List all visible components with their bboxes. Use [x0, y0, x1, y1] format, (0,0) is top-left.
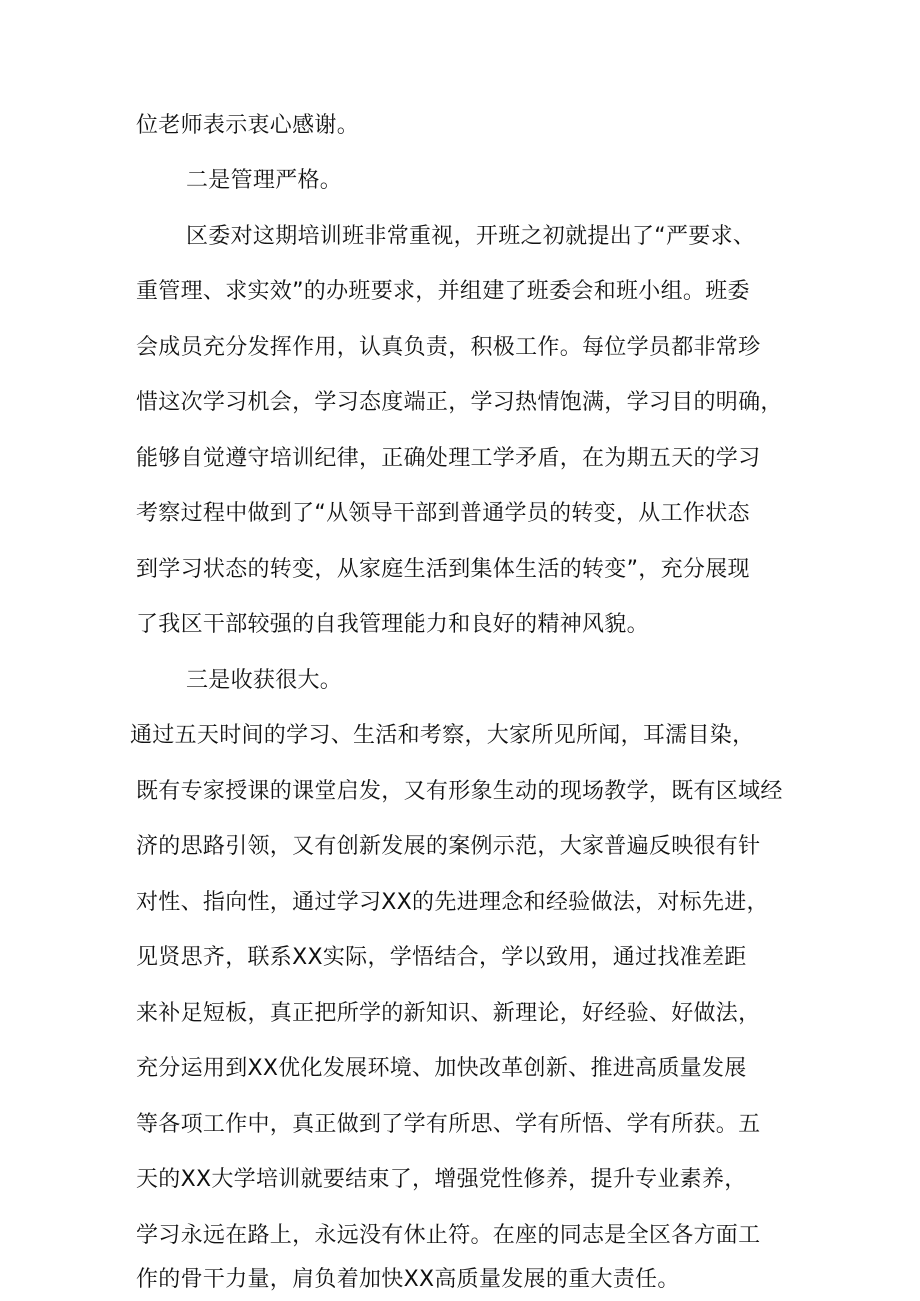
text-line: 来补足短板，真正把所学的新知识、新理论，好经验、好做法，	[136, 1001, 761, 1026]
text-line: 既有专家授课的课堂启发，又有形象生动的现场教学，既有区域经	[136, 779, 783, 804]
text-line: 会成员充分发挥作用，认真负责，积极工作。每位学员都非常珍	[136, 335, 761, 360]
text-line: 到学习状态的转变，从家庭生活到集体生活的转变”，充分展现	[136, 557, 750, 582]
text-line: 见贤思齐，联系XX实际，学悟结合，学以致用，通过找准差距	[136, 945, 747, 970]
text-line: 作的骨干力量，肩负着加快XX高质量发展的重大责任。	[136, 1267, 680, 1292]
text-line: 了我区干部较强的自我管理能力和良好的精神风貌。	[136, 612, 649, 637]
text-line: 能够自觉遵守培训纪律，正确处理工学矛盾，在为期五天的学习	[136, 446, 761, 471]
text-line: 济的思路引领，又有创新发展的案例示范，大家普遍反映很有针	[136, 834, 761, 859]
text-line: 考察过程中做到了“从领导干部到普通学员的转变，从工作状态	[136, 501, 750, 526]
text-line: 天的XX大学培训就要结束了，增强党性修养，提升专业素养，	[136, 1167, 747, 1192]
text-line: 对性、指向性，通过学习XX的先进理念和经验做法，对标先进，	[136, 890, 769, 915]
section-heading: 二是管理严格。	[186, 168, 343, 193]
text-line: 惜这次学习机会，学习态度端正，学习热情饱满，学习目的明确，	[136, 390, 783, 415]
section-heading: 三是收获很大。	[186, 668, 343, 693]
text-line: 通过五天时间的学习、生活和考察，大家所见所闻，耳濡目染，	[130, 723, 755, 748]
text-line: 充分运用到XX优化发展环境、加快改革创新、推进高质量发展	[136, 1056, 747, 1081]
text-line: 位老师表示衷心感谢。	[136, 113, 360, 138]
text-line: 区委对这期培训班非常重视，开班之初就提出了“严要求、	[186, 224, 756, 249]
text-line: 等各项工作中，真正做到了学有所思、学有所悟、学有所获。五	[136, 1112, 761, 1137]
text-line: 重管理、求实效”的办班要求，并组建了班委会和班小组。班委	[136, 279, 750, 304]
text-line: 学习永远在路上，永远没有休止符。在座的同志是全区各方面工	[136, 1223, 761, 1248]
